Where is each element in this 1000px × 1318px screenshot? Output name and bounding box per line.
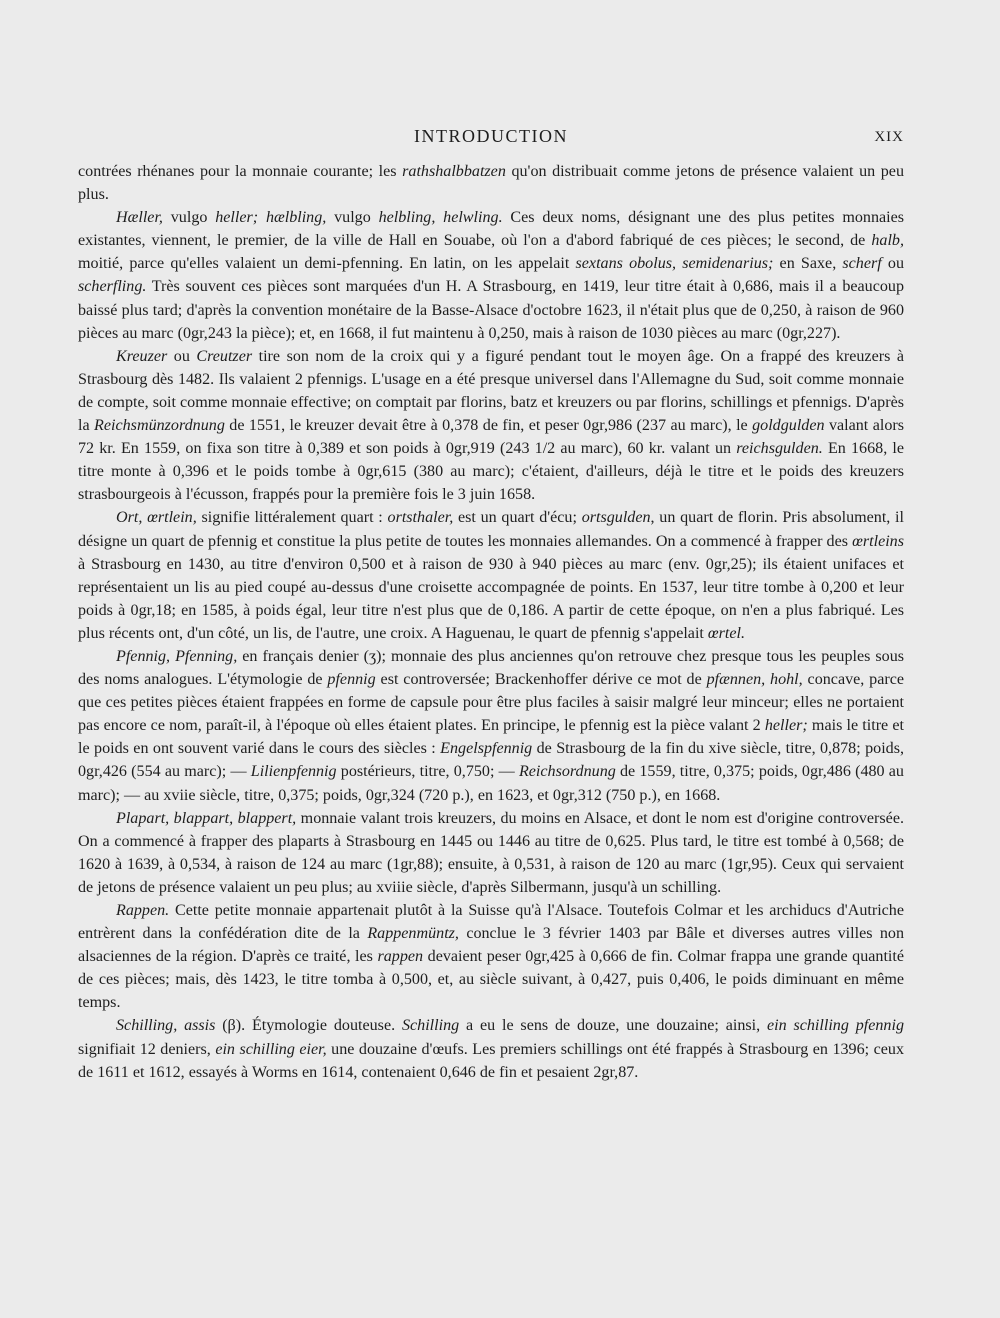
page-number: XIX	[874, 129, 904, 145]
text-run: contrées rhénanes pour la monnaie courante; les	[78, 163, 403, 180]
italic-term: scherf	[842, 255, 882, 273]
paragraph-continuation	[78, 160, 904, 206]
italic-term: œrtleins	[852, 532, 904, 550]
italic-term: ortsthaler,	[387, 509, 454, 527]
paragraph-ort	[78, 506, 904, 645]
text-run: en Saxe,	[773, 255, 843, 273]
italic-term: Schilling	[401, 1017, 460, 1035]
italic-term: Rappenmüntz,	[367, 925, 459, 943]
italic-term: Rappen.	[116, 902, 170, 919]
text-run: est controversée; Brackenhoffer dérive ce mot de	[375, 671, 707, 689]
text-run: (β). Étymologie douteuse.	[215, 1017, 402, 1035]
text-run: ou	[167, 347, 197, 365]
italic-term: Reichsmünzordnung	[94, 417, 225, 435]
paragraph-pfennig	[78, 645, 904, 807]
paragraph-rappen	[78, 899, 904, 1014]
text-run: qu'on distribuait comme jetons de présence valaient un peu plus.	[78, 163, 904, 204]
italic-term: rappen	[377, 948, 424, 966]
italic-term: rathshalbbatzen	[402, 163, 506, 180]
italic-term: goldgulden	[752, 417, 825, 435]
italic-term: reichsgulden.	[736, 440, 823, 458]
text-run: signifie littéralement quart :	[196, 509, 388, 527]
text-run: est un quart d'écu;	[453, 509, 582, 527]
italic-term: Creutzer	[196, 347, 253, 365]
text-run: à Strasbourg en 1430, au titre d'environ 0,500 et à raison de 930 à 940 pièces au marc (env. 0gr,25); ils étaient unifaces et représentaient un lis au pied coupé au-dessus d'une croisette accompagnée de points. En 1537, leur titre tombe à 0,200 et leur poids à 0gr,18; en 1585, à poids égal, leur titre n'est plus que de 0,186. A partir de cette époque, on n'en a plus fabriqué. Les plus récents ont, d'un côté, un lis, de l'autre, une croix. A Haguenau, le quart de pfennig s'appelait	[78, 555, 904, 642]
italic-term: ein schilling pfennig	[766, 1017, 904, 1035]
text-run: moitié, parce qu'elles valaient un demi-pfenning. En latin, on les appelait	[78, 255, 576, 273]
text-run: une douzaine d'œufs. Les premiers schillings ont été frappés à Strasbourg en 1396; ceux de 1611 et 1612, essayés à Worms en 1614, contenaient 0,646 de fin et pesaient 2gr,87.	[78, 1040, 904, 1081]
body-text	[78, 160, 904, 1084]
running-header	[78, 126, 904, 150]
text-run: vulgo	[162, 209, 216, 227]
italic-term: œrtel.	[707, 624, 746, 642]
text-run: , un quart de florin. Pris absolument, il désigne un quart de pfennig et constitue la plus petite de toutes les monnaies allemandes. On a commencé à frapper des	[78, 509, 904, 550]
page-title: INTRODUCTION	[414, 126, 568, 146]
paragraph-haeller	[78, 206, 904, 345]
text-run: Cette petite monnaie appartenait plutôt à la Suisse qu'à l'Alsace. Toutefois Colmar et les archiducs d'Autriche entrèrent dans la confédération dite de la	[78, 902, 904, 943]
italic-term: hælbling,	[265, 209, 327, 227]
paragraph-kreuzer	[78, 345, 904, 507]
italic-term: Plapart, blappart, blappert,	[116, 809, 297, 827]
italic-term: Hæller,	[116, 209, 163, 227]
text-run: Ces deux noms, désignant une des plus petites monnaies existantes, viennent, le premier, de la ville de Hall en Souabe, où l'on a d'abord fabriqué de ces pièces; le second, de	[78, 209, 905, 250]
paragraph-plapart	[78, 807, 904, 899]
text-run: devaient peser 0gr,425 à 0,666 de fin. Colmar frappa une grande quantité de ces pièces; mais, dès 1423, le titre tomba à 0,500, et, au siècle suivant, à 0,427, puis 0,406, le poids diminuant en même temps.	[78, 948, 904, 1012]
italic-term: Reichsordnung	[518, 763, 616, 781]
italic-term: ortsgulden	[581, 509, 651, 527]
text-run: Très souvent ces pièces sont marquées d'un H. A Strasbourg, en 1419, leur titre était à 0,686, mais il a beaucoup baissé plus tard; d'après la convention monétaire de la Basse-Alsace d'octobre 1623, il n'était plus que de 0,250, à raison de 960 pièces au marc (0gr,243 la pièce); et, en 1668, il fut maintenu à 0,250, mais à raison de 1030 pièces au marc (0gr,227).	[78, 278, 904, 342]
italic-term: Schilling, assis	[116, 1017, 216, 1035]
italic-term: helbling, helwling.	[378, 209, 503, 227]
text-run: a eu le sens de douze, une douzaine; ainsi,	[459, 1017, 767, 1035]
text-run	[258, 209, 266, 226]
text-run: tire son nom de la croix qui y a figuré pendant tout le moyen âge. On a frappé des kreuzers à Strasbourg dès 1482. Ils valaient 2 pfennigs. L'usage en a été presque universel dans l'Allemagne du Sud, soit comme monnaie de compte, soit comme monnaie effective; on comptait par florins, batz et kreuzers ou par florins, schillings et pfennigs. D'après la	[78, 347, 904, 435]
italic-term: Lilienpfennig	[250, 763, 337, 781]
italic-term: heller;	[764, 717, 808, 735]
text-run: mais le titre et le poids en ont souvent varié dans le cours des siècles :	[78, 717, 904, 758]
italic-term: Kreuzer	[116, 347, 168, 365]
italic-term: pfænnen, hohl,	[706, 671, 803, 689]
text-run: vulgo	[326, 209, 379, 227]
text-run: de Strasbourg de la fin du xive siècle, titre, 0,878; poids, 0gr,426 (554 au marc); —	[78, 740, 904, 781]
italic-term: Pfennig, Pfenning,	[116, 647, 238, 665]
text-run: postérieurs, titre, 0,750; —	[336, 763, 519, 781]
text-run: concave, parce que ces petites pièces étaient frappées en forme de capsule pour être plus faciles à saisir malgré leur minceur; elles ne portaient pas encore ce nom, paraît-il, à l'époque où elles étaient plates. En principe, le pfennig est la pièce valant 2	[78, 671, 905, 735]
text-run: de 1551, le kreuzer devait être à 0,378 de fin, et peser 0gr,986 (237 au marc), le	[224, 417, 753, 435]
text-run: signifiait 12 deniers,	[78, 1040, 216, 1058]
paragraph-schilling	[78, 1014, 904, 1083]
italic-term: Ort, œrtlein,	[116, 509, 197, 527]
italic-term: ein schilling eier,	[215, 1040, 327, 1058]
italic-term: pfennig	[327, 671, 376, 689]
italic-term: heller;	[215, 209, 259, 227]
text-run: de 1559, titre, 0,375; poids, 0gr,486 (480 au marc); — au xviie siècle, titre, 0,375; poids, 0gr,324 (720 p.), en 1623, et 0gr,312 (750 p.), en 1668.	[78, 763, 904, 804]
italic-term: halb,	[871, 232, 904, 250]
text-run: ou	[881, 255, 904, 273]
italic-term: scherfling.	[78, 278, 147, 296]
italic-term: Engelspfennig	[440, 740, 533, 758]
text-run: en français denier (ʒ); monnaie des plus anciennes qu'on retrouve chez presque tous les peuples sous des noms analogues. L'étymologie de	[78, 647, 905, 689]
text-run: monnaie valant trois kreuzers, du moins en Alsace, et dont le nom est d'origine controversée. On a commencé à frapper des plaparts à Strasbourg en 1445 ou 1446 au titre de 0,625. Plus tard, le titre est tombé à 0,568; de 1620 à 1639, à 0,534, à raison de 124 au marc (1gr,88); ensuite, à 0,531, à raison de 120 au marc (1gr,95). Ceux qui servaient de jetons de présence valaient un peu plus; au xviiie siècle, d'après Silbermann, jusqu'à un schilling.	[78, 809, 904, 896]
italic-term: sextans obolus, semidenarius;	[575, 255, 774, 273]
text-run: conclue le 3 février 1403 par Bâle et diverses autres villes non alsaciennes de la région. D'après ce traité, les	[78, 925, 904, 966]
text-run: valant alors 72 kr. En 1559, on fixa son titre à 0,389 et son poids à 0gr,919 (243 1/2 au marc), 60 kr. valant un	[78, 417, 904, 458]
text-run: En 1668, le titre monte à 0,396 et le poids tombe à 0gr,615 (380 au marc); c'étaient, d'ailleurs, déjà le titre et le poids des kreuzers strasbourgeois à l'écusson, frappés pour la première fois le 3 juin 1658.	[78, 440, 904, 504]
